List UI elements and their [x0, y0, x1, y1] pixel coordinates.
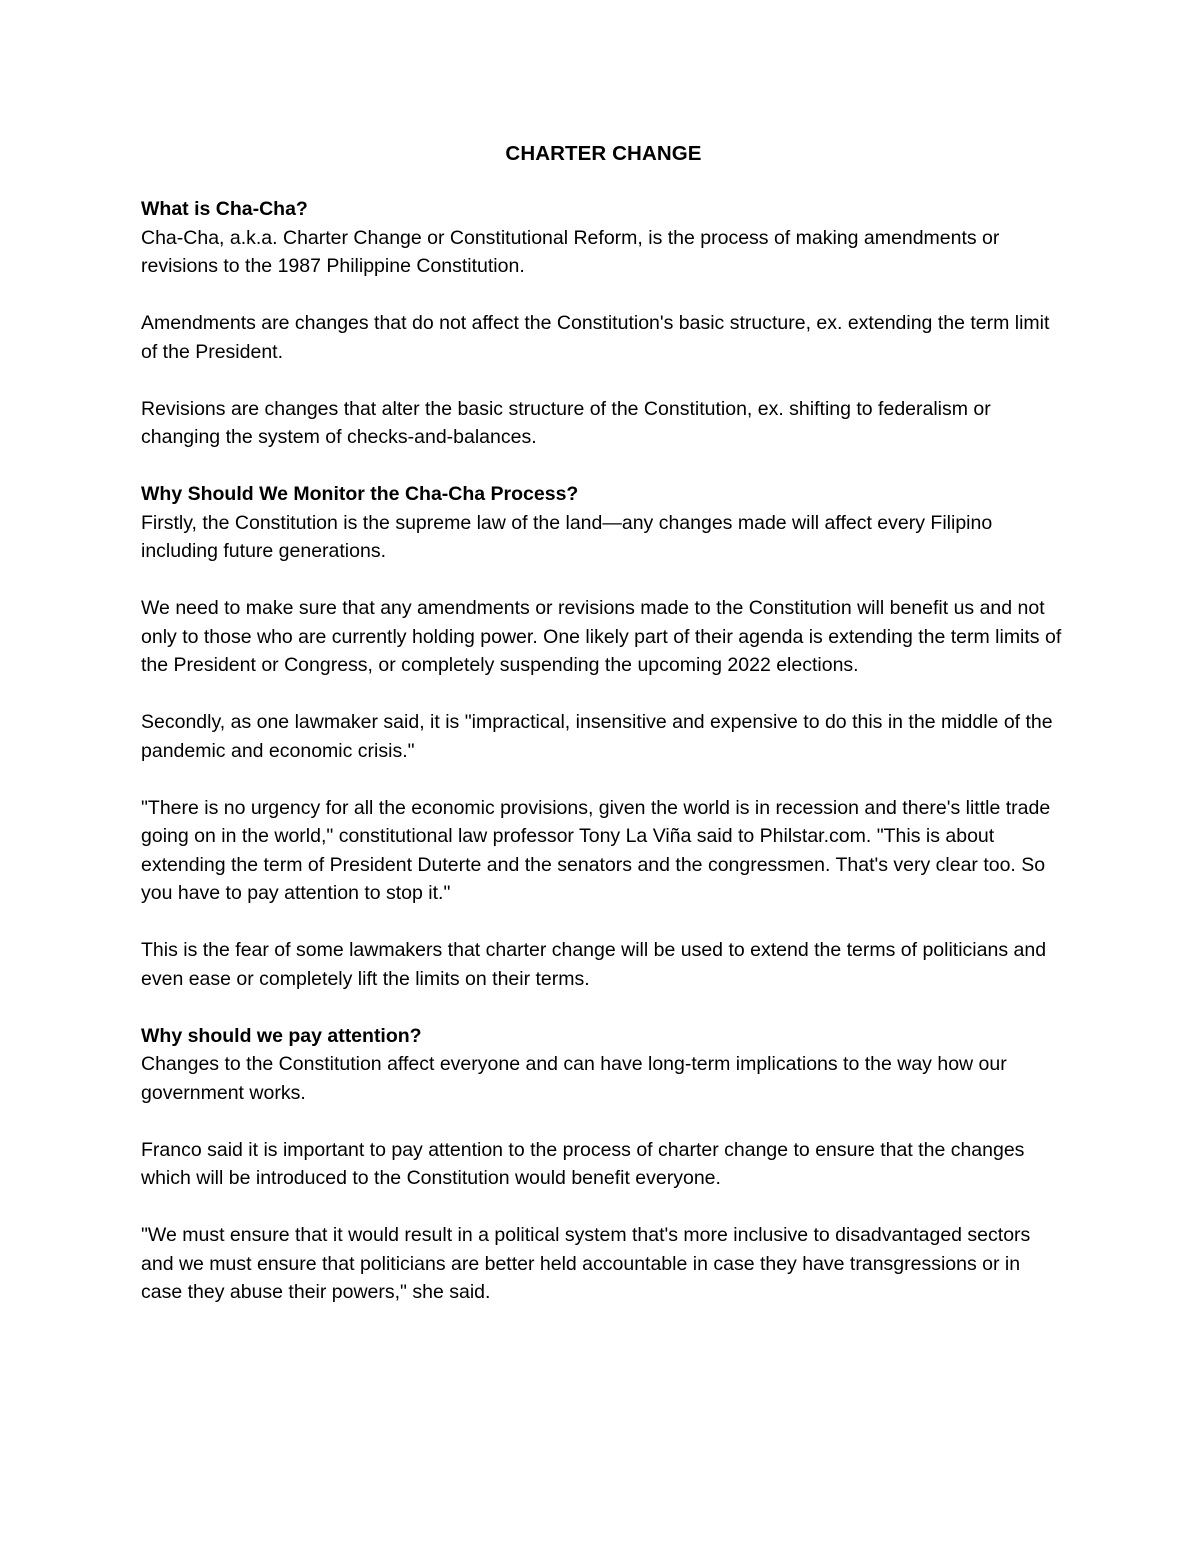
paragraph: Changes to the Constitution affect everyone and can have long-term implications to the way how our government works.: [141, 1053, 1007, 1104]
section-why-monitor: [141, 480, 1066, 993]
paragraph: Cha-Cha, a.k.a. Charter Change or Constitutional Reform, is the process of making amendments or revisions to the 1987 Philippine Constitution.: [141, 226, 1000, 277]
paragraph: Revisions are changes that alter the basic structure of the Constitution, ex. shifting to federalism or changing the system of checks-and-balances.: [141, 397, 991, 448]
paragraph: Firstly, the Constitution is the supreme law of the land—any changes made will affect every Filipino including future generations.: [141, 511, 993, 562]
section-why-pay-attention: [141, 1022, 1066, 1307]
paragraph: Amendments are changes that do not affect the Constitution's basic structure, ex. extending the term limit of the President.: [141, 312, 1050, 363]
section-heading: What is Cha-Cha?: [141, 198, 308, 220]
paragraph: Franco said it is important to pay attention to the process of charter change to ensure that the changes which will be introduced to the Constitution would benefit everyone.: [141, 1138, 1025, 1189]
paragraph: "We must ensure that it would result in a political system that's more inclusive to disadvantaged sectors and we must ensure that politicians are better held accountable in case they have transgressions or in case they abuse their powers," she said.: [141, 1224, 1031, 1303]
paragraph: We need to make sure that any amendments or revisions made to the Constitution will benefit us and not only to those who are currently holding power. One likely part of their agenda is extending the term limits of the President or Congress, or completely suspending the upcoming 2022 elections.: [141, 597, 1062, 676]
paragraph: This is the fear of some lawmakers that charter change will be used to extend the terms of politicians and even ease or completely lift the limits on their terms.: [141, 939, 1047, 990]
paragraph: "There is no urgency for all the economic provisions, given the world is in recession and there's little trade going on in the world," constitutional law professor Tony La Viña said to Philstar.com. "This is about extending the term of President Duterte and the senators and the congressmen. That's very clear too. So you have to pay attention to stop it.": [141, 796, 1051, 904]
section-what-is-cha-cha: [141, 195, 1066, 452]
section-heading: Why Should We Monitor the Cha-Cha Process?: [141, 483, 579, 505]
document-page: [141, 138, 1066, 1335]
section-heading: Why should we pay attention?: [141, 1024, 422, 1047]
document-title: CHARTER CHANGE: [505, 142, 702, 165]
paragraph: Secondly, as one lawmaker said, it is "impractical, insensitive and expensive to do this in the middle of the pandemic and economic crisis.": [141, 711, 1053, 762]
